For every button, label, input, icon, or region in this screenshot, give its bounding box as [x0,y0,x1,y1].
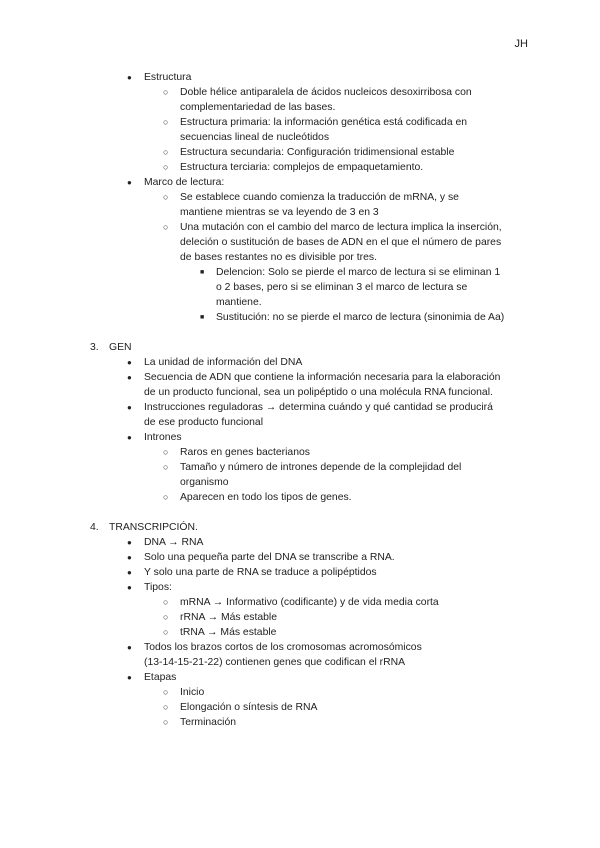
bullet-icon: ○ [163,147,169,157]
item-text: mantiene. [216,297,262,308]
list-item [0,685,600,700]
item-text: de bases restantes no es divisible por tres. [180,252,377,263]
item-text: Una mutación con el cambio del marco de lectura implica la inserción, [180,222,502,233]
item-text: Estructura primaria: la información genética está codificada en [180,117,468,128]
bullet-icon: ○ [163,87,169,97]
item-text: Elongación o síntesis de RNA [180,702,318,713]
section-number: 4. [90,522,99,533]
item-text: La unidad de información del DNA [144,357,303,368]
bullet-icon: ■ [200,314,205,321]
item-text: Sustitución: no se pierde el marco de lectura (sinonimia de Aa) [216,312,505,323]
list-item [0,235,600,250]
list-item [0,535,600,550]
bullet-icon: ● [127,73,132,82]
item-text: o 2 bases, pero si se eliminan 3 el marco de lectura se [216,282,468,293]
list-item [0,295,600,310]
list-item [0,310,600,325]
item-text: Intrones [144,432,182,443]
section-heading [0,340,600,355]
list-item [0,205,600,220]
item-text: Todos los brazos cortos de los cromosomas acromosómicos [144,642,422,653]
item-text: secuencias lineal de nucleótidos [180,132,330,143]
item-text: Instrucciones reguladoras → determina cuándo y qué cantidad se producirá [144,402,493,413]
list-item [0,400,600,415]
item-text: Delencion: Solo se pierde el marco de lectura si se eliminan 1 [216,267,501,278]
list-item [0,490,600,505]
list-item [0,625,600,640]
item-text: (13-14-15-21-22) contienen genes que codifican el rRNA [144,657,406,668]
list-item [0,130,600,145]
list-item [0,115,600,130]
item-text: Estructura [144,72,192,83]
list-item [0,445,600,460]
list-item [0,595,600,610]
list-item [0,220,600,235]
item-text: organismo [180,477,229,488]
item-text: Raros en genes bacterianos [180,447,310,458]
list-item [0,550,600,565]
item-text: Marco de lectura: [144,177,225,188]
bullet-icon: ○ [163,192,169,202]
bullet-icon: ○ [163,627,169,637]
bullet-icon: ○ [163,687,169,697]
section-spacer [0,505,600,520]
bullet-icon: ○ [163,447,169,457]
bullet-icon: ● [127,673,132,682]
item-text: Tamaño y número de intrones depende de la complejidad del [180,462,462,473]
item-text: Estructura secundaria: Configuración tridimensional estable [180,147,455,158]
list-item [0,145,600,160]
bullet-icon: ○ [163,462,169,472]
item-text: tRNA → Más estable [180,627,277,638]
item-text: Solo una pequeña parte del DNA se transcribe a RNA. [144,552,395,563]
list-item [0,670,600,685]
list-item [0,460,600,475]
bullet-icon: ● [127,178,132,187]
bullet-icon: ○ [163,597,169,607]
item-text: Tipos: [144,582,172,593]
list-item [0,100,600,115]
list-item [0,280,600,295]
list-item [0,250,600,265]
item-text: Estructura terciaria: complejos de empaquetamiento. [180,162,424,173]
list-item [0,640,600,655]
bullet-icon: ● [127,538,132,547]
list-item [0,385,600,400]
section-spacer [0,325,600,340]
bullet-icon: ■ [200,269,205,276]
bullet-icon: ● [127,568,132,577]
item-text: Aparecen en todo los tipos de genes. [180,492,352,503]
item-text: Se establece cuando comienza la traducción de mRNA, y se [180,192,459,203]
section-number: 3. [90,342,99,353]
bullet-icon: ○ [163,702,169,712]
list-item [0,565,600,580]
item-text: Y solo una parte de RNA se traduce a polipéptidos [144,567,377,578]
list-item [0,415,600,430]
list-item [0,190,600,205]
list-item [0,655,600,670]
bullet-icon: ○ [163,162,169,172]
section-heading [0,520,600,535]
bullet-icon: ● [127,643,132,652]
list-item [0,355,600,370]
list-item [0,175,600,190]
item-text: DNA → RNA [144,537,204,548]
bullet-icon: ● [127,373,132,382]
item-text: complementariedad de las bases. [180,102,336,113]
list-item [0,430,600,445]
list-item [0,475,600,490]
document-body [0,70,600,730]
item-text: Inicio [180,687,205,698]
item-text: Terminación [180,717,237,728]
list-item [0,85,600,100]
item-text: mantiene mientras se va leyendo de 3 en 3 [180,207,379,218]
bullet-icon: ● [127,553,132,562]
bullet-icon: ○ [163,222,169,232]
list-item [0,70,600,85]
item-text: Etapas [144,672,177,683]
list-item [0,580,600,595]
bullet-icon: ● [127,583,132,592]
bullet-icon: ○ [163,612,169,622]
bullet-icon: ○ [163,492,169,502]
item-text: mRNA → Informativo (codificante) y de vida media corta [180,597,439,608]
item-text: de un producto funcional, sea un polipéptido o una molécula RNA funcional. [144,387,493,398]
item-text: deleción o sustitución de bases de ADN en el que el número de pares [180,237,502,248]
bullet-icon: ● [127,358,132,367]
list-item [0,265,600,280]
author-initials: JH [514,38,528,50]
bullet-icon: ● [127,403,132,412]
item-text: de ese producto funcional [144,417,264,428]
item-text: Doble hélice antiparalela de ácidos nucleicos desoxirribosa con [180,87,472,98]
list-item [0,715,600,730]
item-text: TRANSCRIPCIÓN. [109,522,198,533]
list-item [0,700,600,715]
bullet-icon: ○ [163,717,169,727]
list-item [0,610,600,625]
bullet-icon: ○ [163,117,169,127]
item-text: rRNA → Más estable [180,612,278,623]
item-text: GEN [109,342,132,353]
list-item [0,370,600,385]
bullet-icon: ● [127,433,132,442]
item-text: Secuencia de ADN que contiene la información necesaria para la elaboración [144,372,501,383]
list-item [0,160,600,175]
